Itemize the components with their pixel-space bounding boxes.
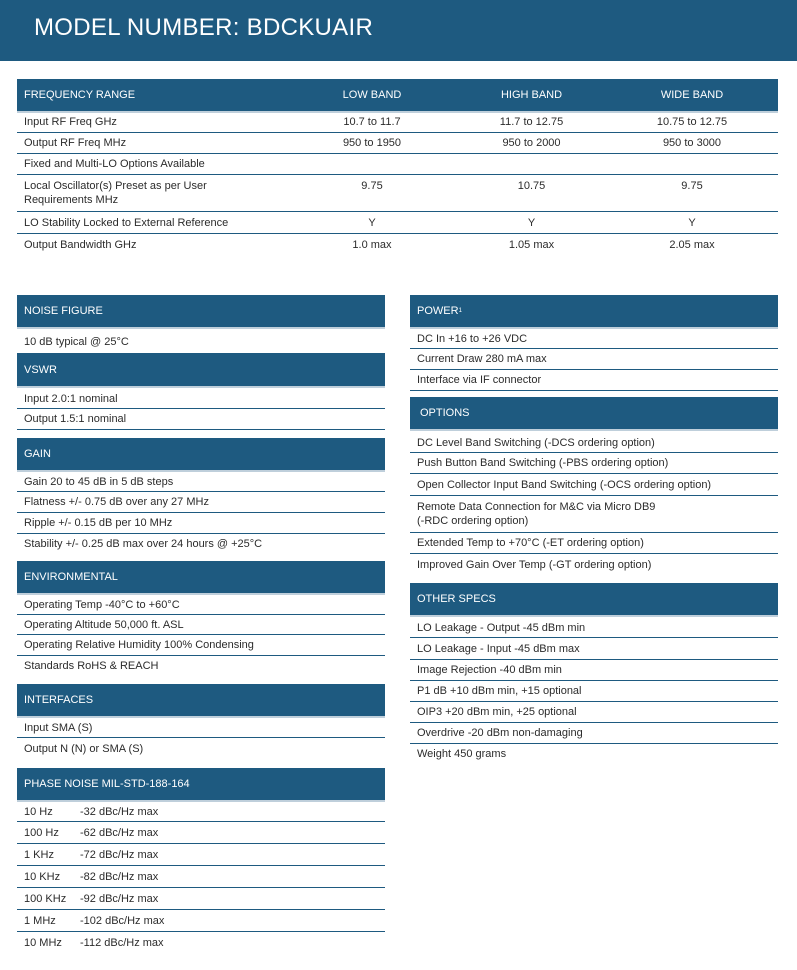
- table-cell: 950 to 3000: [662, 137, 722, 149]
- vswr-section: [17, 354, 385, 430]
- spec-item: Overdrive -20 dBm non-damaging: [410, 723, 778, 744]
- phase-noise-value: -62 dBc/Hz max: [80, 826, 159, 839]
- table-row: [17, 133, 778, 154]
- phase-noise-row: [17, 866, 385, 888]
- right-column: [410, 295, 778, 764]
- table-cell: Local Oscillator(s) Preset as per User Requirements MHz: [24, 180, 207, 206]
- spec-item: DC In +16 to +26 VDC: [410, 327, 778, 349]
- spec-item: Image Rejection -40 dBm min: [410, 660, 778, 681]
- spec-item: Input SMA (S): [17, 716, 385, 738]
- spec-item: Stability +/- 0.25 dB max over 24 hours @ +25°C: [24, 538, 263, 550]
- phase-noise-value: -32 dBc/Hz max: [80, 806, 159, 818]
- table-cell: LO Stability Locked to External Reference: [24, 216, 229, 229]
- table-row: [17, 111, 778, 133]
- table-cell: 10.75: [517, 180, 546, 192]
- frequency-table: [17, 79, 778, 255]
- table-row: [17, 234, 778, 255]
- table-cell: 1.05 max: [508, 238, 555, 251]
- left-column: [17, 295, 385, 954]
- spec-item: Operating Temp -40°C to +60°C: [17, 593, 385, 615]
- section-title: POWER: [417, 305, 459, 317]
- column-header: FREQUENCY RANGE: [24, 89, 136, 101]
- spec-item: 10 dB typical @ 25°C: [17, 327, 385, 354]
- phase-noise-row: [17, 822, 385, 844]
- other-specs-section: [410, 583, 778, 764]
- table-cell: 1.0 max: [352, 238, 392, 251]
- table-cell: Input RF Freq GHz: [24, 115, 117, 128]
- environmental-section: [17, 561, 385, 676]
- spec-item: OIP3 +20 dBm min, +25 optional: [410, 702, 778, 723]
- offset-frequency: 10 MHz: [24, 937, 62, 949]
- table-cell: Output Bandwidth GHz: [24, 238, 137, 251]
- phase-noise-row: [17, 800, 385, 822]
- page-title: MODEL NUMBER: BDCKUAIR: [34, 14, 374, 41]
- spec-item: Output N (N) or SMA (S): [24, 743, 144, 755]
- spec-item: DC Level Band Switching (-DCS ordering option): [410, 429, 778, 453]
- phase-noise-section: [17, 768, 385, 954]
- offset-frequency: 1 KHz: [24, 848, 54, 861]
- spec-item: Standards RoHS & REACH: [24, 660, 159, 672]
- section-header: OPTIONS: [410, 397, 778, 429]
- section-header: INTERFACES: [17, 684, 385, 716]
- column-header: LOW BAND: [342, 89, 402, 101]
- table-cell: 950 to 2000: [502, 137, 561, 149]
- table-cell: Y: [368, 216, 376, 229]
- spec-item: Input 2.0:1 nominal: [17, 386, 385, 409]
- table-cell: 9.75: [361, 180, 383, 192]
- spec-item: Operating Relative Humidity 100% Condensing: [17, 635, 385, 656]
- offset-frequency: 10 Hz: [24, 806, 53, 818]
- spec-item: LO Leakage - Output -45 dBm min: [410, 615, 778, 638]
- table-cell: Output RF Freq MHz: [24, 137, 127, 149]
- section-header: PHASE NOISE MIL-STD-188-164: [17, 768, 385, 800]
- table-cell: 10.75 to 12.75: [656, 115, 728, 128]
- section-header: NOISE FIGURE: [17, 295, 385, 327]
- column-header: WIDE BAND: [660, 89, 724, 101]
- phase-noise-row: [17, 910, 385, 932]
- section-header: ENVIRONMENTAL: [17, 561, 385, 593]
- table-cell: 11.7 to 12.75: [499, 115, 564, 128]
- phase-noise-value: -92 dBc/Hz max: [80, 892, 159, 905]
- spec-item: Gain 20 to 45 dB in 5 dB steps: [17, 470, 385, 492]
- offset-frequency: 100 KHz: [24, 892, 67, 905]
- spec-item: Open Collector Input Band Switching (-OCS ordering option): [410, 474, 778, 496]
- noise-figure-section: [17, 295, 385, 354]
- gain-section: [17, 438, 385, 554]
- table-cell: Y: [688, 216, 696, 229]
- footnote-marker: 1: [458, 308, 462, 314]
- offset-frequency: 10 KHz: [24, 870, 61, 883]
- spec-item: P1 dB +10 dBm min, +15 optional: [410, 681, 778, 702]
- spec-item: Weight 450 grams: [417, 748, 507, 760]
- spec-item: Output 1.5:1 nominal: [17, 409, 385, 430]
- table-cell: 10.7 to 11.7: [343, 115, 401, 128]
- spec-item: Improved Gain Over Temp (-GT ordering option): [417, 559, 652, 571]
- frequency-table-header: [17, 79, 778, 111]
- spec-item: LO Leakage - Input -45 dBm max: [410, 638, 778, 660]
- options-section: [410, 397, 778, 576]
- section-header: GAIN: [17, 438, 385, 470]
- phase-noise-value: -82 dBc/Hz max: [80, 870, 159, 883]
- spec-item: Ripple +/- 0.15 dB per 10 MHz: [17, 513, 385, 534]
- spec-item: Current Draw 280 mA max: [410, 349, 778, 370]
- offset-frequency: 100 Hz: [24, 826, 59, 839]
- table-row: [17, 154, 778, 175]
- spec-item: Flatness +/- 0.75 dB over any 27 MHz: [17, 492, 385, 513]
- phase-noise-value: -102 dBc/Hz max: [80, 914, 165, 927]
- spec-item: Remote Data Connection for M&C via Micro DB9 (-RDC ordering option): [410, 496, 778, 533]
- spec-item: Push Button Band Switching (-PBS ordering option): [410, 453, 778, 474]
- column-header: HIGH BAND: [500, 89, 563, 101]
- offset-frequency: 1 MHz: [24, 914, 56, 927]
- table-cell: 2.05 max: [669, 238, 715, 251]
- interfaces-section: [17, 684, 385, 760]
- section-header: [410, 295, 778, 327]
- section-header: VSWR: [17, 354, 385, 386]
- spec-item: Operating Altitude 50,000 ft. ASL: [17, 615, 385, 635]
- power-section: [410, 295, 778, 391]
- phase-noise-row: [17, 932, 385, 954]
- table-cell: 9.75: [681, 180, 703, 192]
- table-row: [17, 175, 778, 212]
- spec-item: Interface via IF connector: [410, 370, 778, 391]
- section-header: OTHER SPECS: [410, 583, 778, 615]
- table-row: [17, 212, 778, 234]
- phase-noise-value: -72 dBc/Hz max: [80, 848, 159, 861]
- spec-item: Extended Temp to +70°C (-ET ordering option): [410, 533, 778, 554]
- header-banner: [0, 0, 797, 61]
- table-cell: 950 to 1950: [342, 137, 402, 149]
- phase-noise-row: [17, 888, 385, 910]
- phase-noise-row: [17, 844, 385, 866]
- table-cell: Fixed and Multi-LO Options Available: [24, 158, 205, 170]
- phase-noise-value: -112 dBc/Hz max: [80, 937, 164, 949]
- table-cell: Y: [527, 216, 536, 229]
